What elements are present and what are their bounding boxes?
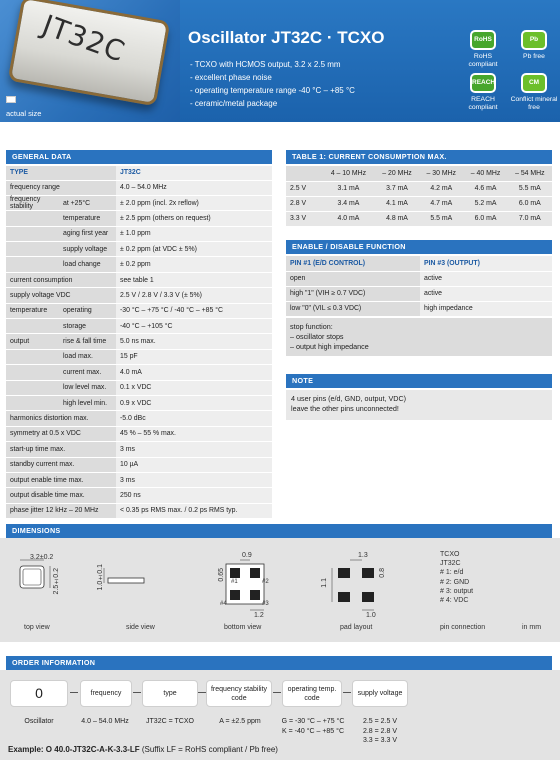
param-value: ± 2.5 ppm (others on request) — [116, 211, 272, 226]
order-desc: G = -30 °C – +75 °C K = -40 °C – +85 °C — [281, 718, 345, 735]
table-row — [286, 301, 552, 316]
table-row — [6, 457, 272, 472]
feature-item: - TCXO with HCMOS output, 3.2 x 2.5 mm — [190, 60, 341, 69]
param-label: phase jitter 12 kHz – 20 MHz — [6, 503, 116, 518]
enable-header-row — [286, 256, 552, 271]
table-row — [6, 288, 272, 303]
actual-size-label: actual size — [6, 109, 42, 118]
table-cell: low "0" (VIL ≤ 0.3 VDC) — [286, 301, 420, 316]
param-label — [6, 211, 59, 226]
param-label — [6, 226, 59, 241]
table-row — [6, 257, 272, 272]
order-desc: Oscillator — [24, 718, 54, 725]
bottom-pad-3 — [250, 590, 260, 600]
param-value: -40 °C – +105 °C — [116, 319, 272, 334]
order-info-panel — [0, 670, 560, 760]
side-view-body — [108, 578, 144, 583]
current-header-row — [286, 166, 552, 181]
param-label: symmetry at 0.5 x VDC — [6, 426, 116, 441]
dim-label-thickness: 1.0±0.1 — [97, 564, 104, 591]
rohs-label: RoHS compliant — [468, 53, 498, 68]
table-row — [6, 395, 272, 410]
param-value: 3 ms — [116, 442, 272, 457]
rohs-icon: RoHS — [470, 30, 496, 50]
column-header: – 40 MHz — [463, 166, 507, 181]
enable-function-heading: ENABLE / DISABLE FUNCTION — [286, 240, 552, 254]
stop-function-block — [286, 318, 552, 356]
param-sublabel: rise & fall time — [59, 334, 116, 349]
dim-label-pad-gap: 0.9 — [242, 552, 252, 559]
conflict-mineral-badge — [510, 73, 558, 112]
order-box-frequency: frequency — [80, 680, 132, 707]
param-label: temperature — [6, 303, 59, 318]
param-value: 0.9 x VDC — [116, 395, 272, 410]
pin-label: #4 — [220, 601, 227, 607]
table-cell: high "1" (VIH ≥ 0.7 VDC) — [286, 286, 420, 301]
chip-marking: JT32C — [38, 8, 130, 69]
param-label: standby current max. — [6, 457, 116, 472]
table-row — [6, 226, 272, 241]
current-consumption-table — [286, 166, 552, 227]
note-heading: NOTE — [286, 374, 552, 388]
order-separator — [273, 692, 281, 693]
param-value: ± 2.0 ppm (incl. 2x reflow) — [116, 195, 272, 210]
order-box-temp: operating temp. code — [282, 680, 342, 707]
table-cell — [286, 166, 322, 181]
pb-free-badge — [510, 30, 558, 61]
table-row — [6, 349, 272, 364]
table-cell: 7.0 mA — [508, 211, 552, 226]
table-row — [6, 334, 272, 349]
param-value: ± 0.2 ppm (at VDC ± 5%) — [116, 242, 272, 257]
param-value: 250 ns — [116, 488, 272, 503]
pin-label: #2 — [262, 579, 269, 585]
param-value: 10 µA — [116, 457, 272, 472]
column-header: 4 – 10 MHz — [322, 166, 375, 181]
stop-function-item: – oscillator stops — [290, 332, 344, 341]
product-photo — [0, 0, 180, 122]
table-row — [6, 503, 272, 518]
bottom-pad-2 — [250, 568, 260, 578]
param-value: -30 °C – +75 °C / -40 °C – +85 °C — [116, 303, 272, 318]
param-label — [6, 319, 59, 334]
table-row — [6, 303, 272, 318]
pin-line: # 4: VDC — [440, 597, 469, 605]
layout-pad-3 — [362, 592, 374, 602]
example-code: Example: O 40.0-JT32C-A-K-3.3-LF — [8, 745, 140, 754]
order-box-voltage: supply voltage — [352, 680, 408, 707]
param-sublabel: high level min. — [59, 395, 116, 410]
dim-label-layout-gap: 1.3 — [358, 552, 368, 559]
order-separator — [133, 692, 141, 693]
table-row — [6, 488, 272, 503]
table-cell: 6.0 mA — [508, 196, 552, 211]
table-cell: 3.1 mA — [322, 181, 375, 196]
note-line: 4 user pins (e/d, GND, output, VDC) — [291, 394, 407, 403]
table-row — [6, 180, 272, 195]
order-box-type: type — [142, 680, 198, 707]
dim-label-pad-pitch: 1.2 — [254, 612, 264, 619]
feature-list — [190, 58, 355, 110]
product-header — [0, 0, 560, 122]
param-sublabel: load max. — [59, 349, 116, 364]
pin-label: #3 — [262, 601, 269, 607]
stop-function-item: – output high impedance — [290, 342, 369, 351]
pb-free-icon: Pb — [521, 30, 547, 50]
param-sublabel: supply voltage — [59, 242, 116, 257]
table-row — [286, 211, 552, 226]
table-cell: 3.7 mA — [375, 181, 419, 196]
column-header: – 20 MHz — [375, 166, 419, 181]
table-row — [6, 472, 272, 487]
table-cell: active — [420, 271, 552, 286]
dim-label-layout-pad: 0.8 — [379, 568, 386, 578]
table-cell: high impedance — [420, 301, 552, 316]
order-separator — [70, 692, 78, 693]
table-row — [6, 365, 272, 380]
table-cell: 4.6 mA — [463, 181, 507, 196]
general-data-table — [6, 166, 272, 519]
order-desc: 4.0 – 54.0 MHz — [81, 718, 129, 725]
param-label: frequency stability — [6, 195, 59, 210]
dim-label-pad-height: 0.65 — [218, 568, 225, 582]
param-value: 2.5 V / 2.8 V / 3.3 V (± 5%) — [116, 288, 272, 303]
pin3-header: PIN #3 (OUTPUT) — [420, 256, 552, 271]
type-value: JT32C — [116, 166, 272, 180]
note-line: leave the other pins unconnected! — [291, 404, 399, 413]
column-header: – 54 MHz — [508, 166, 552, 181]
param-sublabel: operating — [59, 303, 116, 318]
param-value: 4.0 – 54.0 MHz — [116, 180, 272, 195]
pin-line: # 1: e/d — [440, 569, 464, 577]
pin-connection-label: pin connection — [440, 624, 486, 631]
param-value: < 0.35 ps RMS max. / 0.2 ps RMS typ. — [116, 503, 272, 518]
conflict-mineral-label: Conflict mineral free — [510, 96, 558, 111]
param-sublabel: at +25°C — [59, 195, 116, 210]
param-label — [6, 242, 59, 257]
feature-item: - ceramic/metal package — [190, 99, 278, 108]
param-label — [6, 365, 59, 380]
table-cell: 5.5 mA — [419, 211, 463, 226]
reach-label: REACH compliant — [468, 96, 498, 111]
pin-line: # 2: GND — [440, 578, 470, 586]
column-header: – 30 MHz — [419, 166, 463, 181]
param-sublabel: current max. — [59, 365, 116, 380]
dimensions-panel — [0, 538, 560, 642]
table-row — [286, 181, 552, 196]
table-row — [6, 272, 272, 287]
order-example — [8, 745, 278, 754]
general-data-heading: GENERAL DATA — [6, 150, 272, 164]
layout-pad-2 — [362, 568, 374, 578]
param-value: ± 0.2 ppm — [116, 257, 272, 272]
table-cell: 4.0 mA — [322, 211, 375, 226]
param-sublabel: storage — [59, 319, 116, 334]
pin-line: # 3: output — [440, 587, 474, 595]
table-cell: 4.1 mA — [375, 196, 419, 211]
general-header-row — [6, 166, 272, 180]
table-row — [6, 195, 272, 210]
example-note: (Suffix LF = RoHS compliant / Pb free) — [141, 745, 278, 754]
order-box-stability: frequency stability code — [206, 680, 272, 707]
table-row — [6, 242, 272, 257]
table-cell: 4.7 mA — [419, 196, 463, 211]
param-label: start-up time max. — [6, 442, 116, 457]
order-separator — [343, 692, 351, 693]
product-title: Oscillator JT32C · TCXO — [188, 28, 385, 47]
side-view-label: side view — [126, 624, 155, 631]
param-label — [6, 380, 59, 395]
table-row — [286, 286, 552, 301]
pin-connection-list — [440, 550, 473, 605]
current-table-heading: TABLE 1: CURRENT CONSUMPTION MAX. — [286, 150, 552, 164]
param-value: see table 1 — [116, 272, 272, 287]
order-desc: A = ±2.5 ppm — [219, 718, 261, 725]
param-label: output enable time max. — [6, 472, 116, 487]
order-desc: 2.5 = 2.5 V 2.8 = 2.8 V 3.3 = 3.3 V — [362, 718, 398, 744]
table-row — [6, 319, 272, 334]
dim-label-layout-height: 1.1 — [321, 578, 328, 588]
pin-line: JT32C — [440, 560, 461, 568]
stop-function-title: stop function: — [290, 322, 333, 331]
table-row — [6, 411, 272, 426]
table-cell: active — [420, 286, 552, 301]
order-box-oscillator: 0 — [10, 680, 68, 707]
param-label — [6, 349, 59, 364]
param-sublabel: low level max. — [59, 380, 116, 395]
voltage-label: 3.3 V — [286, 211, 322, 226]
table-cell: 4.8 mA — [375, 211, 419, 226]
order-separator — [198, 692, 206, 693]
table-cell: 5.5 mA — [508, 181, 552, 196]
table-row — [6, 211, 272, 226]
enable-function-table — [286, 256, 552, 317]
pin1-header: PIN #1 (E/D CONTROL) — [286, 256, 420, 271]
table-cell: open — [286, 271, 420, 286]
pb-free-label: Pb free — [523, 53, 545, 60]
table-row — [286, 196, 552, 211]
type-label: TYPE — [6, 166, 116, 180]
table-row — [6, 380, 272, 395]
param-value: 5.0 ns max. — [116, 334, 272, 349]
reach-icon: REACH — [470, 73, 496, 93]
param-sublabel: load change — [59, 257, 116, 272]
pin-line: TCXO — [440, 551, 460, 558]
unit-label: in mm — [522, 624, 542, 631]
param-label: harmonics distortion max. — [6, 411, 116, 426]
crystal-chip-image — [8, 0, 171, 106]
voltage-label: 2.5 V — [286, 181, 322, 196]
param-value: 4.0 mA — [116, 365, 272, 380]
bottom-view-label: bottom view — [224, 624, 262, 631]
dim-label-width: 3.2±0.2 — [30, 554, 54, 561]
table-row — [6, 442, 272, 457]
rohs-badge — [459, 30, 507, 69]
param-label: current consumption — [6, 272, 116, 287]
dimensions-heading: DIMENSIONS — [6, 524, 552, 538]
actual-size-swatch — [6, 96, 16, 103]
param-label: output disable time max. — [6, 488, 116, 503]
dim-label-layout-width: 1.0 — [366, 612, 376, 619]
param-label: output — [6, 334, 59, 349]
param-value: ± 1.0 ppm — [116, 226, 272, 241]
table-cell: 4.2 mA — [419, 181, 463, 196]
table-cell: 6.0 mA — [463, 211, 507, 226]
param-value: 3 ms — [116, 472, 272, 487]
note-body — [286, 390, 552, 420]
bottom-pad-1 — [230, 568, 240, 578]
conflict-mineral-icon: CM — [521, 73, 547, 93]
param-value: -5.0 dBc — [116, 411, 272, 426]
reach-badge — [459, 73, 507, 112]
layout-pad-4 — [338, 592, 350, 602]
order-desc: JT32C = TCXO — [146, 718, 194, 725]
table-cell: 3.4 mA — [322, 196, 375, 211]
feature-item: - operating temperature range -40 °C – +85 °C — [190, 86, 355, 95]
voltage-label: 2.8 V — [286, 196, 322, 211]
param-value: 45 % – 55 % max. — [116, 426, 272, 441]
param-sublabel: temperature — [59, 211, 116, 226]
param-value: 0.1 x VDC — [116, 380, 272, 395]
feature-item: - excellent phase noise — [190, 73, 272, 82]
pin-label: #1 — [231, 579, 238, 585]
table-row — [6, 426, 272, 441]
table-cell: 5.2 mA — [463, 196, 507, 211]
layout-pad-1 — [338, 568, 350, 578]
table-row — [286, 271, 552, 286]
param-label — [6, 257, 59, 272]
order-info-heading: ORDER INFORMATION — [6, 656, 552, 670]
param-value: 15 pF — [116, 349, 272, 364]
top-view-label: top view — [24, 624, 50, 631]
param-label — [6, 395, 59, 410]
param-sublabel: aging first year — [59, 226, 116, 241]
param-label: frequency range — [6, 180, 116, 195]
bottom-pad-4 — [230, 590, 240, 600]
pad-layout-label: pad layout — [340, 624, 373, 631]
param-label: supply voltage VDC — [6, 288, 116, 303]
dim-label-height: 2.5±0.2 — [53, 568, 60, 595]
